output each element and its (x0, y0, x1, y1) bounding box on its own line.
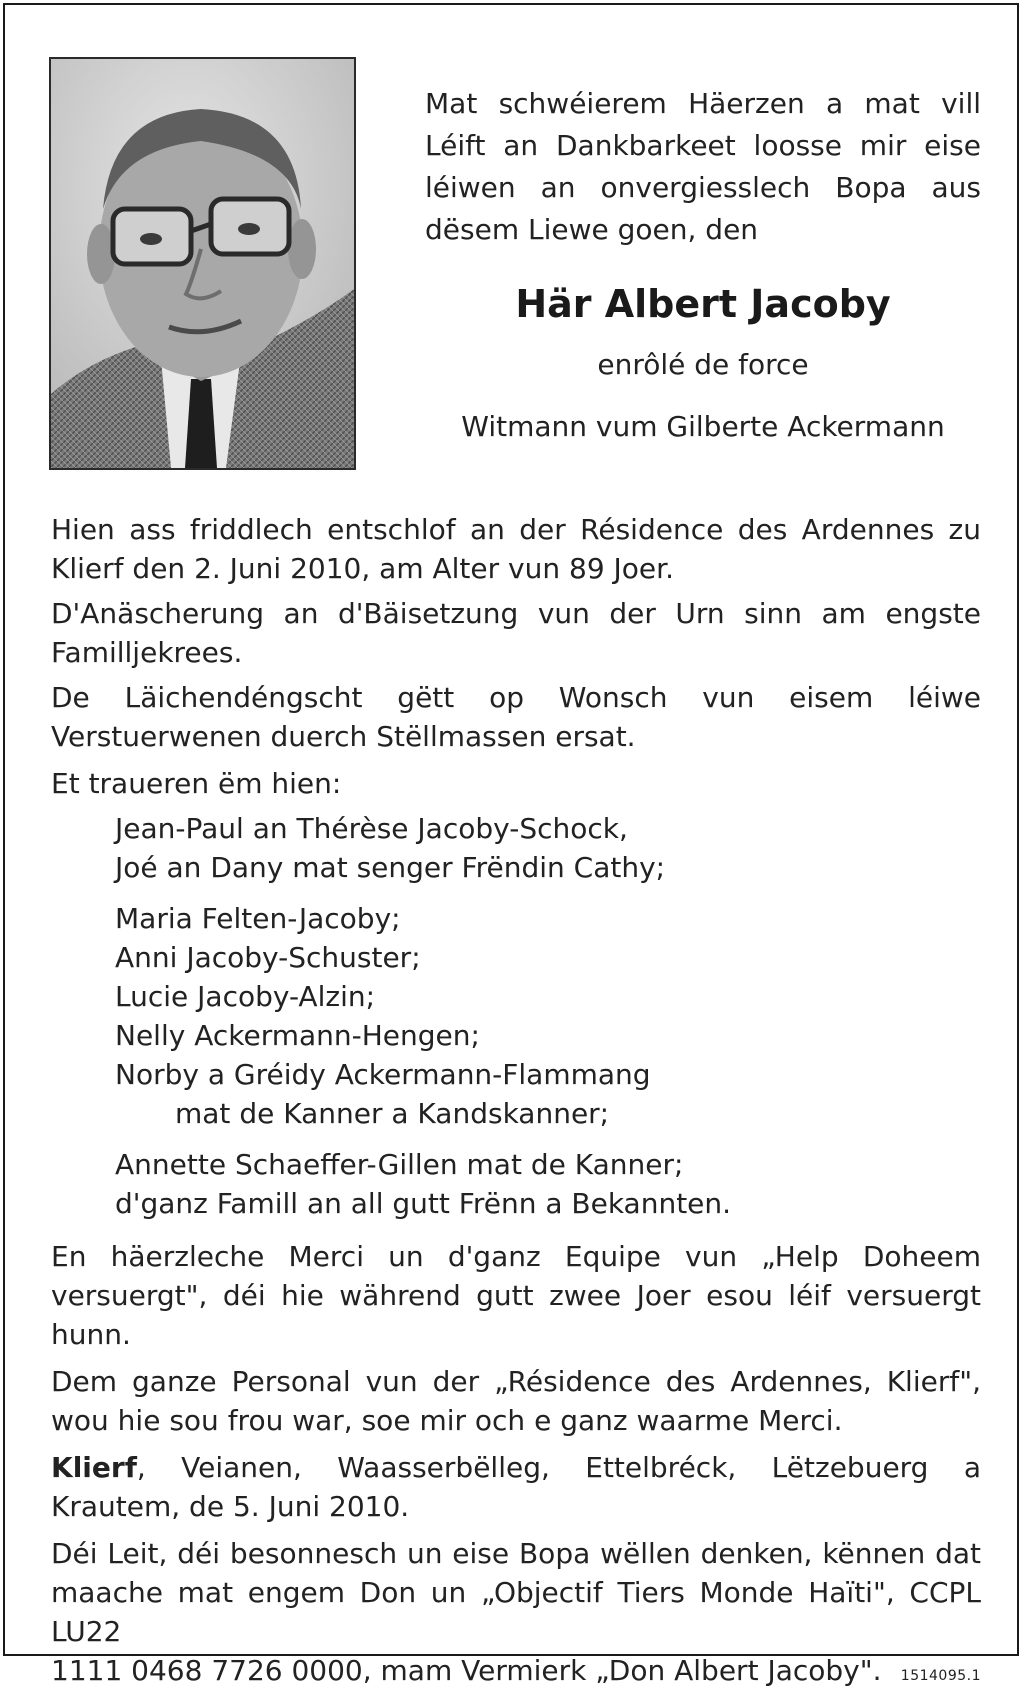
place-rest: , Veianen, Waasserbëlleg, Ettelbréck, Lëtzebuerg a Krautem, de 5. Juni 2010. (51, 1451, 981, 1523)
donation-account: 1111 0468 7726 0000, mam Vermierk „Don Albert Jacoby". (51, 1654, 882, 1687)
mourners-heading: Et traueren ëm hien: (51, 767, 342, 800)
donation-paragraph: Déi Leit, déi besonnesch un eise Bopa wëllen denken, kënnen dat maache mat engem Don un „Objectif Tiers Monde Haïti", CCPL LU22 (51, 1537, 981, 1648)
portrait-photo (49, 57, 356, 470)
place-name: Klierf (51, 1451, 137, 1484)
notice-body (51, 510, 981, 1696)
mourner-line: mat de Kanner a Kandskanner; (175, 1097, 610, 1130)
mourner-line: Lucie Jacoby-Alzin; (115, 980, 376, 1013)
death-notice (3, 3, 1019, 1687)
mourner-line: Joé an Dany mat senger Frëndin Cathy; (115, 851, 666, 884)
service-paragraph: De Läichendéngscht gëtt op Wonsch vun eisem léiwe Verstuerwenen duerch Stëllmassen ersat. (51, 681, 981, 753)
mourner-group-3 (115, 1145, 981, 1223)
death-paragraph: Hien ass friddlech entschlof an der Résidence des Ardennes zu Klierf den 2. Juni 2010, am Alter vun 89 Joer. (51, 513, 981, 585)
reference-number: 1514095.1 (900, 1668, 981, 1684)
cremation-paragraph: D'Anäscherung an d'Bäisetzung vun der Urn sinn am engste Familljekrees. (51, 597, 981, 669)
mourner-line: Anni Jacoby-Schuster; (115, 941, 421, 974)
place-date-line (51, 1448, 981, 1526)
widower-line: Witmann vum Gilberte Ackermann (461, 410, 945, 443)
mourner-line: Jean-Paul an Thérèse Jacoby-Schock, (115, 812, 628, 845)
mourner-line: Nelly Ackermann-Hengen; (115, 1019, 480, 1052)
mourner-line: d'ganz Famill an all gutt Frënn a Bekannten. (115, 1187, 732, 1220)
donation-last-line (51, 1651, 981, 1696)
closing-section (51, 1237, 981, 1696)
mourner-line: Norby a Gréidy Ackermann-Flammang (115, 1058, 651, 1091)
intro-text: Mat schwéierem Häerzen a mat vill Léift an Dankbarkeet loosse mir eise léiwen an onvergiesslech Bopa aus dësem Liewe goen, den (425, 87, 981, 246)
mourner-group-1 (115, 809, 981, 887)
portrait-image (51, 59, 354, 468)
deceased-name: Här Albert Jacoby (515, 282, 891, 326)
mourners-list (51, 809, 981, 1223)
thanks-paragraph: Dem ganze Personal vun der „Résidence des Ardennes, Klierf", wou hie sou frou war, soe mir och e ganz waarme Merci. (51, 1365, 981, 1437)
mourner-line: Annette Schaeffer-Gillen mat de Kanner; (115, 1148, 684, 1181)
thanks-paragraph: En häerzleche Merci un d'ganz Equipe vun „Help Doheem versuergt", déi hie während gutt zwee Joer esou léif versuergt hunn. (51, 1240, 981, 1351)
mourner-line: Maria Felten-Jacoby; (115, 902, 401, 935)
deceased-title: enrôlé de force (597, 348, 809, 381)
mourner-group-2 (115, 899, 981, 1133)
